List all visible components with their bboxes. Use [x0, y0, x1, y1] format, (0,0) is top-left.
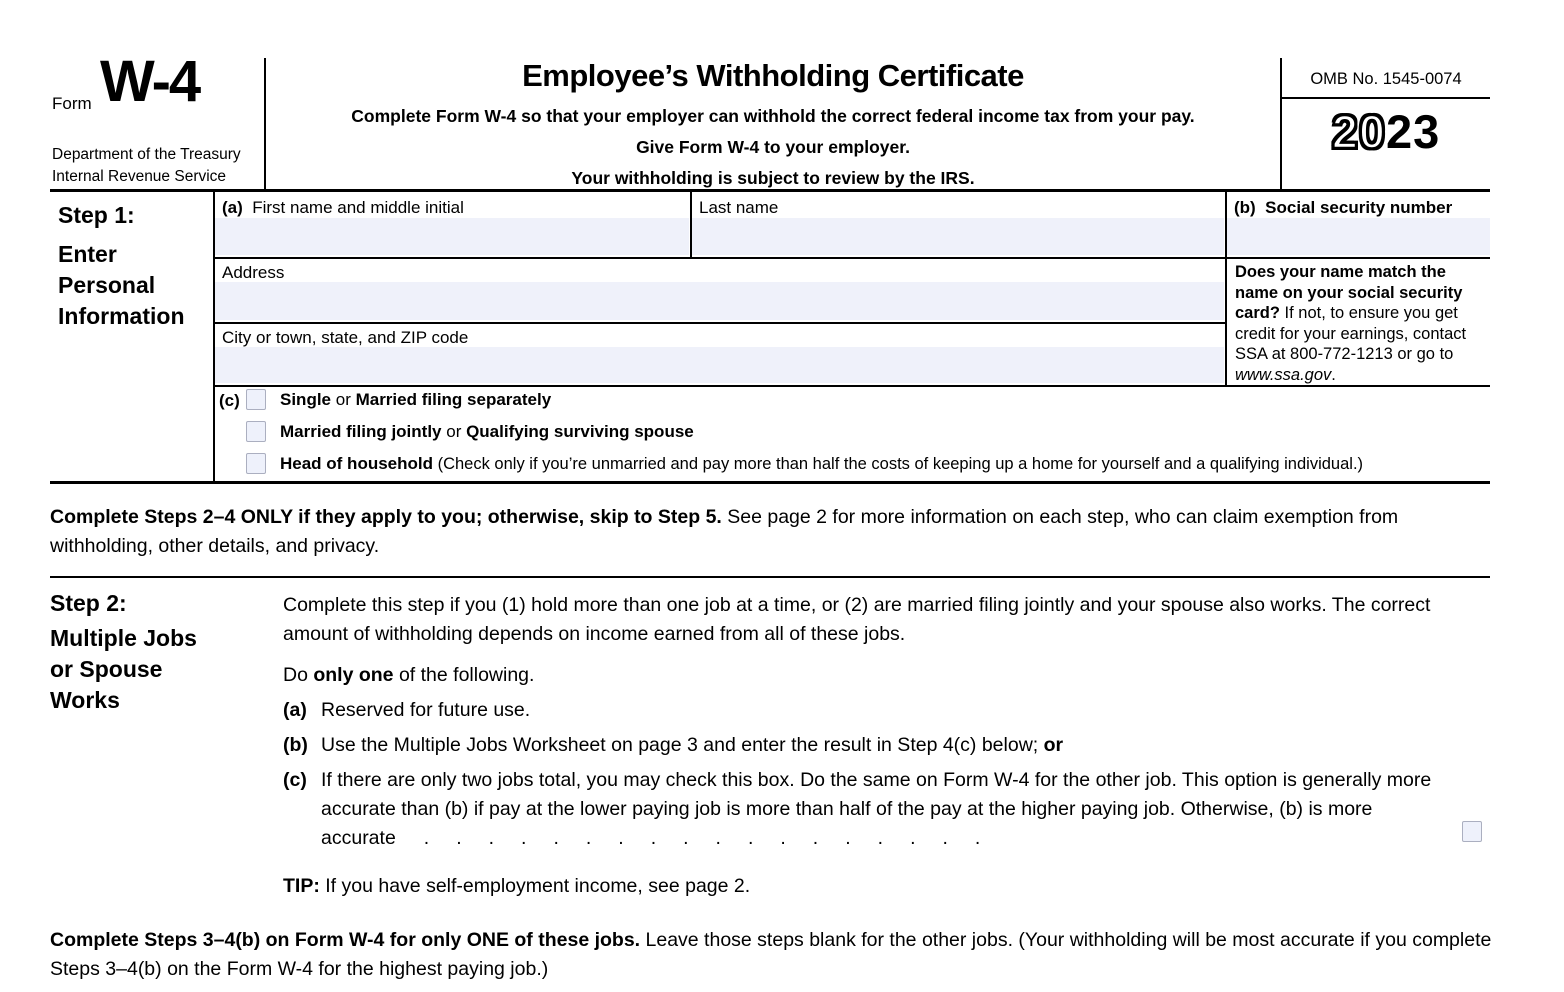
step1-bottom-rule: [50, 481, 1490, 484]
step2-subtitle-line3: Works: [50, 687, 120, 713]
steps-2-4-notice: Complete Steps 2–4 ONLY if they apply to you; otherwise, skip to Step 5. See page 2 for more information on each step, who can claim exemption from withholding, other details, and privacy.: [50, 506, 1399, 557]
last-name-input[interactable]: [692, 218, 1224, 255]
item-a-prefix: (a): [283, 699, 307, 721]
step1-subtitle-line2: Personal: [58, 272, 156, 298]
tax-year-outline: 20: [1331, 105, 1386, 158]
label-b-prefix: (b): [1234, 198, 1256, 217]
step2-tip: TIP: If you have self-employment income, see page 2.: [283, 875, 751, 897]
step1-subtitle: [58, 239, 185, 332]
form-number: W-4: [100, 49, 200, 114]
ssa-note-bold: Does your name match the name on your social security card?: [1235, 263, 1463, 322]
ssn-input[interactable]: [1227, 218, 1490, 255]
section-divider: [50, 576, 1490, 578]
label-c-prefix: (c): [219, 391, 240, 410]
step2-do-only-one: Do only one of the following.: [283, 664, 535, 686]
grid-line: [213, 385, 1490, 387]
step2-subtitle-line1: Multiple Jobs: [50, 625, 197, 651]
form-subtitle-2: Give Form W-4 to your employer.: [636, 137, 910, 157]
step2-title: Step 2:: [50, 590, 127, 616]
agency-line-2: Internal Revenue Service: [52, 168, 227, 185]
step1-title: Step 1:: [58, 202, 135, 228]
city-label: City or town, state, and ZIP code: [222, 328, 469, 347]
tax-year: [1282, 104, 1490, 159]
step2-item-a: (a) Reserved for future use.: [283, 696, 1490, 725]
form-title: Employee’s Withholding Certificate: [522, 58, 1024, 93]
item-c-prefix: (c): [283, 769, 307, 791]
step1-subtitle-line1: Enter: [58, 241, 117, 267]
steps-2-4-notice-bold: Complete Steps 2–4 ONLY if they apply to you; otherwise, skip to Step 5.: [50, 506, 722, 528]
header-center: [266, 58, 1280, 189]
tip-label: TIP:: [283, 875, 320, 897]
dot-leader: ..................: [423, 827, 1008, 849]
single-checkbox[interactable]: [246, 389, 266, 410]
omb-divider: [1282, 97, 1490, 99]
item-b-prefix: (b): [283, 734, 308, 756]
step1-section: [50, 192, 1490, 484]
step2-label: [50, 590, 280, 716]
step2-subtitle-line2: or Spouse: [50, 656, 163, 682]
filing-status-option-married-jointly: Married filing jointly or Qualifying surviving spouse: [246, 421, 694, 442]
steps-3-4b-note-bold: Complete Steps 3–4(b) on Form W-4 for only ONE of these jobs.: [50, 929, 641, 951]
step2-intro: Complete this step if you (1) hold more than one job at a time, or (2) are married filing jointly and your spouse also works. The correct amount of withholding depends on income earned from all of these jobs.: [283, 594, 1431, 645]
form-word: Form: [52, 94, 92, 113]
agency-lines: [52, 144, 241, 188]
step2-subtitle: [50, 623, 280, 716]
ssa-note: Does your name match the name on your social security card? If not, to ensure you get credit for your earnings, contact SSA at 800-772-1213 or go to www.ssa.gov.: [1235, 263, 1467, 384]
filing-status-option-single: Single or Married filing separately: [246, 389, 551, 410]
header-right: [1282, 58, 1490, 189]
form-subtitle-3: Your withholding is subject to review by the IRS.: [571, 168, 975, 188]
step2-item-c: (c) If there are only two jobs total, you may check this box. Do the same on Form W-4 for the other job. This option is generally more accurate than (b) if pay at the lower paying job is more than half of the pay at the higher paying job. Otherwise, (b) is more accurate ..................: [283, 766, 1490, 853]
married-filing-jointly-checkbox[interactable]: [246, 421, 266, 442]
step2-section: [50, 590, 1490, 920]
address-input[interactable]: [215, 282, 1224, 320]
last-name-label: Last name: [699, 198, 779, 217]
ssn-label: (b) Social security number: [1234, 198, 1453, 217]
omb-number: OMB No. 1545-0074: [1310, 70, 1462, 88]
tax-year-solid: 23: [1386, 105, 1441, 158]
steps-3-4b-note: Complete Steps 3–4(b) on Form W-4 for only ONE of these jobs. Leave those steps blank for the other jobs. (Your withholding will be most accurate if you complete Steps 3–4(b) on the Form W-4 for the highest paying job.): [50, 929, 1492, 980]
address-label: Address: [222, 263, 285, 282]
first-name-input[interactable]: [215, 218, 689, 255]
first-name-label: (a) First name and middle initial: [222, 198, 464, 217]
form-header: [50, 49, 1490, 189]
step2c-two-jobs-checkbox[interactable]: [1462, 821, 1482, 842]
filing-status-option-head-of-household: Head of household (Check only if you’re unmarried and pay more than half the costs of keeping up a home for yourself and a qualifying individual.): [246, 453, 1363, 474]
ssa-website: www.ssa.gov: [1235, 365, 1332, 384]
step2-item-b: (b) Use the Multiple Jobs Worksheet on page 3 and enter the result in Step 4(c) below; or: [283, 731, 1490, 760]
step1-label: [58, 202, 185, 332]
label-a-prefix: (a): [222, 198, 243, 217]
city-input[interactable]: [215, 347, 1224, 383]
agency-line-1: Department of the Treasury: [52, 146, 241, 163]
head-of-household-checkbox[interactable]: [246, 453, 266, 474]
step1-subtitle-line3: Information: [58, 303, 185, 329]
form-subtitle-1: Complete Form W-4 so that your employer can withhold the correct federal income tax from your pay.: [351, 106, 1195, 126]
